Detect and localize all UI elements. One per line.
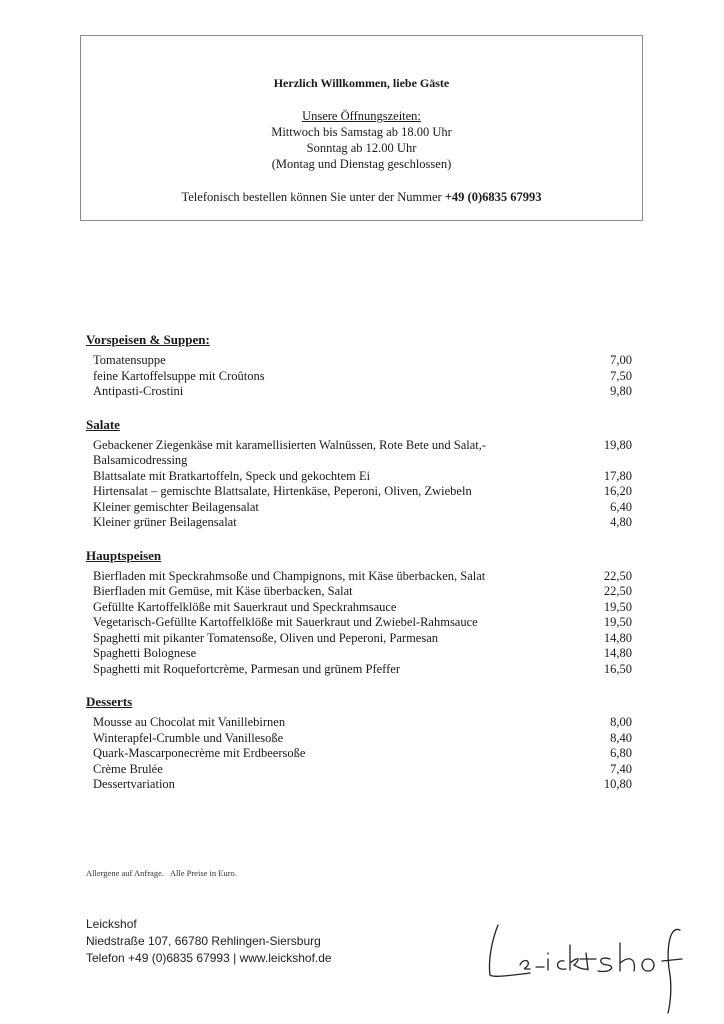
menu-item-price: 7,50 [610,368,632,383]
menu-item-price: 22,50 [603,584,632,598]
menu-item-name: Antipasti-Crostini [93,384,184,398]
menu-item [86,369,632,385]
menu-item-price: 8,40 [610,730,632,745]
menu-item [86,777,632,793]
menu-item-name: Spaghetti mit pikanter Tomatensoße, Oliven und Peperoni, Parmesan [93,630,439,645]
hours-heading: Unsere Öffnungszeiten: [302,109,421,123]
menu-item [86,631,632,647]
signature-stroke [620,943,634,971]
phone-order-line [81,190,642,205]
menu-item [86,731,632,747]
signature-stroke [662,929,682,1013]
menu-item-price: 4,80 [610,515,632,529]
signature-stroke [580,953,596,970]
menu-item [86,515,632,531]
menu-item-name: Quark-Mascarponecrème mit Erdbeersoße [93,746,306,760]
menu-item-name: Gebackener Ziegenkäse mit karamellisierten Walnüssen, Rote Bete und Salat,-Balsamicodressing [93,437,487,467]
menu-item-price: 16,50 [603,661,632,676]
menu-item [86,353,632,369]
signature-logo [480,915,695,1015]
menu-item [86,384,632,400]
menu-item-price: 19,50 [603,615,632,629]
footer-name: Leickshof [86,917,137,931]
menu-item-price: 14,80 [603,646,632,660]
menu [86,332,632,810]
signature-stroke [642,959,654,971]
menu-item-price: 17,80 [603,468,632,483]
menu-item-price: 7,40 [610,761,632,776]
menu-item-name: Vegetarisch-Gefüllte Kartoffelklöße mit Sauerkraut und Zwiebel-Rahmsauce [93,615,478,629]
menu-item [86,438,632,469]
menu-item-name: Mousse au Chocolat mit Vanillebirnen [93,715,286,729]
menu-item-name: Spaghetti Bolognese [93,646,197,660]
menu-item-price: 7,00 [610,353,632,367]
menu-section [86,332,632,400]
welcome-title: Herzlich Willkommen, liebe Gäste [273,76,450,90]
hours-line: Sonntag ab 12.00 Uhr [306,141,417,155]
menu-item [86,646,632,662]
menu-item-price: 6,40 [610,499,632,514]
menu-item [86,569,632,585]
signature-stroke [520,961,530,970]
menu-item-name: Kleiner gemischter Beilagensalat [93,499,259,514]
menu-item-price: 22,50 [603,568,632,583]
footer-address: Niedstraße 107, 66780 Rehlingen-Siersburg [86,934,321,948]
footer-contact: Telefon +49 (0)6835 67993 | www.leickshof.de [86,951,332,965]
menu-item-name: Blattsalate mit Bratkartoffeln, Speck und gekochtem Ei [93,468,371,483]
menu-item-price: 10,80 [603,777,632,791]
menu-item-price: 6,80 [610,746,632,760]
menu-item-name: Crème Brulée [93,761,163,776]
menu-item-price: 16,20 [603,484,632,498]
section-title: Hauptspeisen [86,547,162,563]
menu-item-name: Spaghetti mit Roquefortcrème, Parmesan und grünem Pfeffer [93,661,400,676]
menu-section [86,694,632,793]
menu-item [86,662,632,678]
section-title: Desserts [86,694,133,709]
menu-item [86,715,632,731]
menu-item [86,500,632,516]
menu-item-price: 8,00 [610,715,632,729]
signature-stroke [558,961,567,969]
hours-line: Mittwoch bis Samstag ab 18.00 Uhr [271,125,452,139]
menu-section [86,417,632,531]
phone-number: +49 (0)6835 67993 [444,190,542,204]
menu-section [86,548,632,678]
section-title: Salate [86,416,120,432]
allergen-note: Allergene auf Anfrage. Alle Preise in Euro. [86,868,237,878]
menu-item-name: Winterapfel-Crumble und Vanillesoße [93,730,284,745]
menu-item-name: Bierfladen mit Gemüse, mit Käse überbacken, Salat [93,584,353,598]
menu-item-name: Gefüllte Kartoffelklöße mit Sauerkraut und Speckrahmsauce [93,599,397,614]
welcome-box [80,35,643,221]
signature-stroke [598,958,612,971]
section-title: Vorspeisen & Suppen: [86,332,210,347]
opening-hours [81,108,642,172]
menu-item-name: Bierfladen mit Speckrahmsoße und Champignons, mit Käse überbacken, Salat [93,568,486,583]
menu-item-name: Kleiner grüner Beilagensalat [93,515,237,529]
menu-item-price: 19,80 [603,437,632,452]
menu-item-name: Hirtensalat – gemischte Blattsalate, Hirtenkäse, Peperoni, Oliven, Zwiebeln [93,484,472,498]
menu-item [86,600,632,616]
menu-item [86,615,632,631]
menu-item [86,746,632,762]
menu-item [86,469,632,485]
signature-stroke [570,945,588,970]
footer [86,916,332,967]
menu-item-name: Tomatensuppe [93,353,166,367]
menu-item-name: Dessertvariation [93,777,175,791]
menu-item-name: feine Kartoffelsuppe mit Croûtons [93,368,265,383]
menu-item [86,584,632,600]
phone-text: Telefonisch bestellen können Sie unter der Nummer [181,190,445,204]
menu-item-price: 19,50 [603,599,632,614]
menu-item-price: 14,80 [603,630,632,645]
hours-line: (Montag und Dienstag geschlossen) [271,157,452,171]
menu-item [86,484,632,500]
menu-item [86,762,632,778]
menu-item-price: 9,80 [610,384,632,398]
